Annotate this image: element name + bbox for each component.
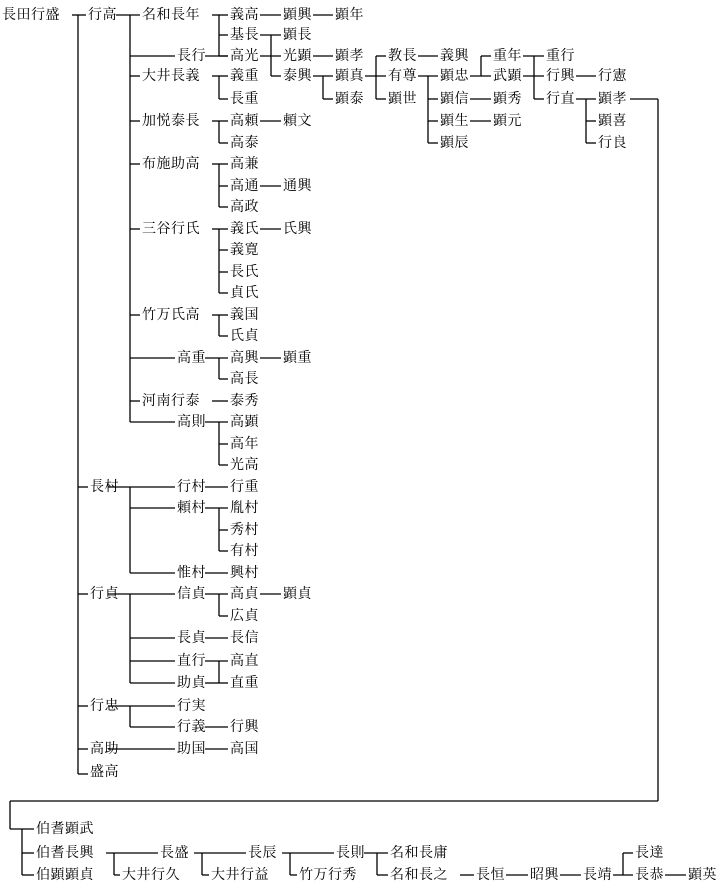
person-hirosada: 広貞 (230, 608, 259, 624)
person-ranmura: 胤村 (230, 500, 259, 516)
person-akitoshi: 顕年 (335, 7, 364, 23)
person-akihide: 顕秀 (493, 91, 522, 107)
person-mitani-yukiuji: 三谷行氏 (142, 221, 200, 237)
person-yukimura: 行村 (177, 479, 206, 495)
person-nagayasu-2: 長恭 (635, 867, 664, 883)
person-takanori: 高則 (177, 414, 206, 430)
person-takema-yukihide: 竹万行秀 (299, 867, 357, 883)
person-yoshikuni: 義国 (230, 307, 259, 323)
person-akitoki: 顕辰 (440, 135, 469, 151)
person-michioki: 通興 (283, 178, 312, 194)
person-yukiyoshi: 行良 (598, 135, 627, 151)
person-nagayasu: 長靖 (583, 867, 612, 883)
person-yukitaka: 行高 (88, 7, 117, 23)
person-takeaki: 武顕 (493, 68, 522, 84)
person-takayori: 高頼 (230, 113, 259, 129)
person-yukizane: 行実 (177, 698, 206, 714)
person-ujioki: 氏興 (283, 221, 312, 237)
person-oi-yukimasu: 大井行益 (211, 867, 269, 883)
person-aritaka: 有尊 (388, 68, 417, 84)
person-akiyasu: 顕泰 (335, 91, 364, 107)
person-yoshihiro: 義寛 (230, 242, 259, 258)
person-akishige: 顕重 (283, 350, 312, 366)
person-akiyoshi: 顕喜 (598, 113, 627, 129)
person-nagamura: 長村 (90, 479, 119, 495)
person-takakane: 高兼 (230, 156, 259, 172)
person-yukitada: 行忠 (90, 698, 119, 714)
person-akio: 顕生 (440, 113, 469, 129)
person-motonaga: 基長 (230, 27, 259, 43)
person-kawaminami-yukiyasu: 河南行泰 (142, 393, 200, 409)
person-akisane: 顕真 (335, 68, 364, 84)
person-naganobu: 長信 (230, 630, 259, 646)
person-akioki-2: 昭興 (530, 867, 559, 883)
person-akioki: 顕興 (283, 7, 312, 23)
person-takaaki: 高顕 (230, 414, 259, 430)
person-mitsutaka: 光高 (230, 457, 259, 473)
person-yoshishige: 義重 (230, 68, 259, 84)
person-nagata-yukimori: 長田行盛 (2, 7, 60, 23)
person-nagauji: 長氏 (230, 264, 259, 280)
person-nawa-nagatsune: 名和長庸 (390, 845, 448, 861)
person-arimura: 有村 (230, 543, 259, 559)
person-takasada: 高貞 (230, 586, 259, 602)
person-takanaga: 高長 (230, 371, 259, 387)
person-akinobu: 顕信 (440, 91, 469, 107)
person-hidemura: 秀村 (230, 522, 259, 538)
person-akihide-2: 顕英 (688, 867, 717, 883)
person-takamitsu: 高光 (230, 48, 259, 64)
person-yorimura: 頼村 (177, 500, 206, 516)
person-takayasu: 高泰 (230, 135, 259, 151)
person-akiyo: 顕世 (388, 91, 417, 107)
person-takamasa: 高政 (230, 199, 259, 215)
person-shigetoshi: 重年 (493, 48, 522, 64)
person-yasuoki: 泰興 (283, 68, 312, 84)
person-sukekuni: 助国 (177, 741, 206, 757)
person-naoshige: 直重 (230, 675, 259, 691)
person-akimoto: 顕元 (493, 113, 522, 129)
person-yoshiuji: 義氏 (230, 221, 259, 237)
person-akitaka: 顕孝 (335, 48, 364, 64)
person-takatoshi: 高年 (230, 436, 259, 452)
person-akitada: 顕忠 (440, 68, 469, 84)
person-nagayuki: 長行 (177, 48, 206, 64)
person-yasuhide: 泰秀 (230, 393, 259, 409)
person-ujisada: 氏貞 (230, 328, 259, 344)
person-yukinori: 行憲 (598, 68, 627, 84)
person-nagasato: 長達 (635, 845, 664, 861)
person-takaoki: 高興 (230, 350, 259, 366)
person-nagamori: 長盛 (160, 845, 189, 861)
person-hoki-nagaoki: 伯耆長興 (36, 845, 94, 861)
person-yukisada: 行貞 (90, 586, 119, 602)
person-takakuni: 高国 (230, 741, 259, 757)
person-akitaka-2: 顕孝 (598, 91, 627, 107)
person-takasuke: 高助 (90, 741, 119, 757)
person-naganori: 長則 (336, 845, 365, 861)
person-shigeyuki: 重行 (546, 48, 575, 64)
person-takema-ujitaka: 竹万氏高 (142, 307, 200, 323)
person-yoshioki: 義興 (440, 48, 469, 64)
person-oi-yukihisa: 大井行久 (122, 867, 180, 883)
person-takashige: 高重 (177, 350, 206, 366)
person-nagatoki: 長辰 (248, 845, 277, 861)
person-sadauji: 貞氏 (230, 285, 259, 301)
person-yoshitaka: 義高 (230, 7, 259, 23)
person-mitsuaki: 光顕 (283, 48, 312, 64)
person-takanao: 高直 (230, 653, 259, 669)
person-yukishige: 行重 (230, 479, 259, 495)
person-nobusada: 信貞 (177, 586, 206, 602)
person-hoki-akitake: 伯耆顕武 (36, 821, 94, 837)
person-yukinao: 行直 (546, 91, 575, 107)
person-fuse-suketaka: 布施助高 (142, 156, 200, 172)
person-yukiyoshi-2: 行義 (177, 719, 206, 735)
person-nawa-nagatoshi: 名和長年 (142, 7, 200, 23)
person-yorifumi: 頼文 (283, 113, 312, 129)
person-yukioki-2: 行興 (230, 719, 259, 735)
person-hoki-akisada: 伯顕顕貞 (36, 867, 94, 883)
person-noriaki: 教長 (388, 48, 417, 64)
person-nagatsune: 長恒 (476, 867, 505, 883)
person-nawa-nagayuki: 名和長之 (390, 867, 448, 883)
person-akisada: 顕貞 (283, 586, 312, 602)
person-oi-nagayoshi: 大井長義 (142, 68, 200, 84)
person-korimura: 惟村 (177, 565, 206, 581)
person-nagasada: 長貞 (177, 630, 206, 646)
person-okimura: 興村 (230, 565, 259, 581)
person-naoyuki: 直行 (177, 653, 206, 669)
person-nagashige: 長重 (230, 91, 259, 107)
person-sukesada: 助貞 (177, 675, 206, 691)
person-takamichi: 高通 (230, 178, 259, 194)
person-akinaga: 顕長 (283, 27, 312, 43)
person-moritaka: 盛高 (90, 764, 119, 780)
person-yukioki: 行興 (546, 68, 575, 84)
person-kaetsu-yasunaga: 加悦泰長 (142, 113, 200, 129)
